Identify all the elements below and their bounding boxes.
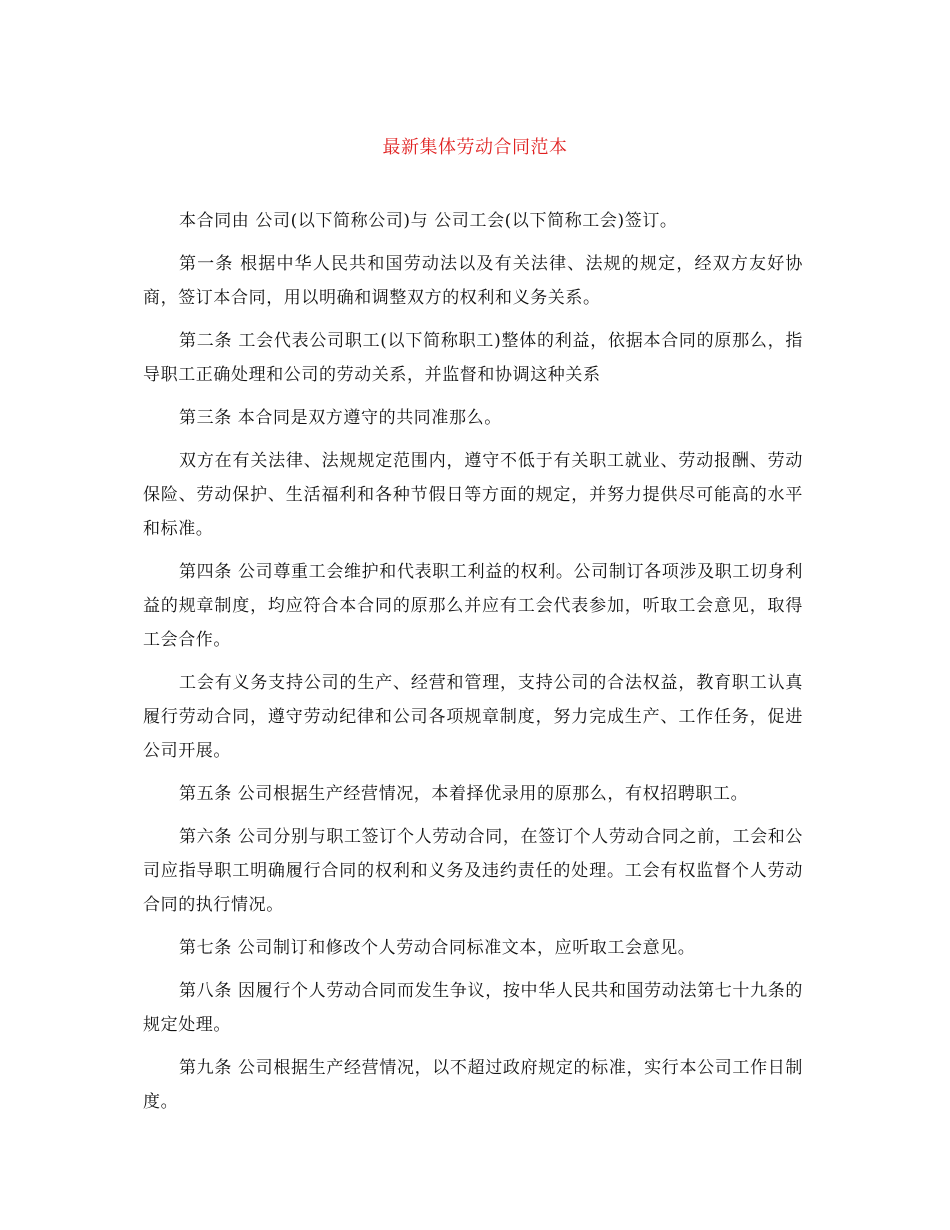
document-body	[143, 204, 803, 1128]
paragraph-article-1: 第一条 根据中华人民共和国劳动法以及有关法律、法规的规定，经双方友好协商，签订本合同，用以明确和调整双方的权利和义务关系。	[143, 254, 803, 308]
paragraph-article-3: 第三条 本合同是双方遵守的共同准那么。	[179, 408, 502, 428]
paragraph-article-4: 第四条 公司尊重工会维护和代表职工利益的权利。公司制订各项涉及职工切身利益的规章制度，均应符合本合同的原那么并应有工会代表参加，听取工会意见，取得工会合作。	[143, 562, 803, 650]
paragraph-article-3-detail: 双方在有关法律、法规规定范围内，遵守不低于有关职工就业、劳动报酬、劳动保险、劳动保护、生活福利和各种节假日等方面的规定，并努力提供尽可能高的水平和标准。	[143, 451, 803, 539]
paragraph-article-9: 第九条 公司根据生产经营情况，以不超过政府规定的标准，实行本公司工作日制度。	[143, 1058, 803, 1112]
paragraph-article-7: 第七条 公司制订和修改个人劳动合同标准文本，应听取工会意见。	[179, 938, 696, 958]
paragraph-article-5: 第五条 公司根据生产经营情况，本着择优录用的原那么，有权招聘职工。	[179, 784, 749, 804]
paragraph-intro: 本合同由 公司(以下简称公司)与 公司工会(以下简称工会)签订。	[179, 211, 678, 231]
paragraph-article-4-detail: 工会有义务支持公司的生产、经营和管理，支持公司的合法权益，教育职工认真履行劳动合同，遵守劳动纪律和公司各项规章制度，努力完成生产、工作任务，促进公司开展。	[143, 673, 803, 761]
paragraph-article-2: 第二条 工会代表公司职工(以下简称职工)整体的利益，依据本合同的原那么，指导职工正确处理和公司的劳动关系，并监督和协调这种关系	[143, 331, 803, 385]
paragraph-article-8: 第八条 因履行个人劳动合同而发生争议，按中华人民共和国劳动法第七十九条的规定处理。	[143, 981, 803, 1035]
paragraph-article-6: 第六条 公司分别与职工签订个人劳动合同，在签订个人劳动合同之前，工会和公司应指导职工明确履行合同的权利和义务及违约责任的处理。工会有权监督个人劳动合同的执行情况。	[143, 827, 803, 915]
document-title: 最新集体劳动合同范本	[382, 137, 568, 158]
